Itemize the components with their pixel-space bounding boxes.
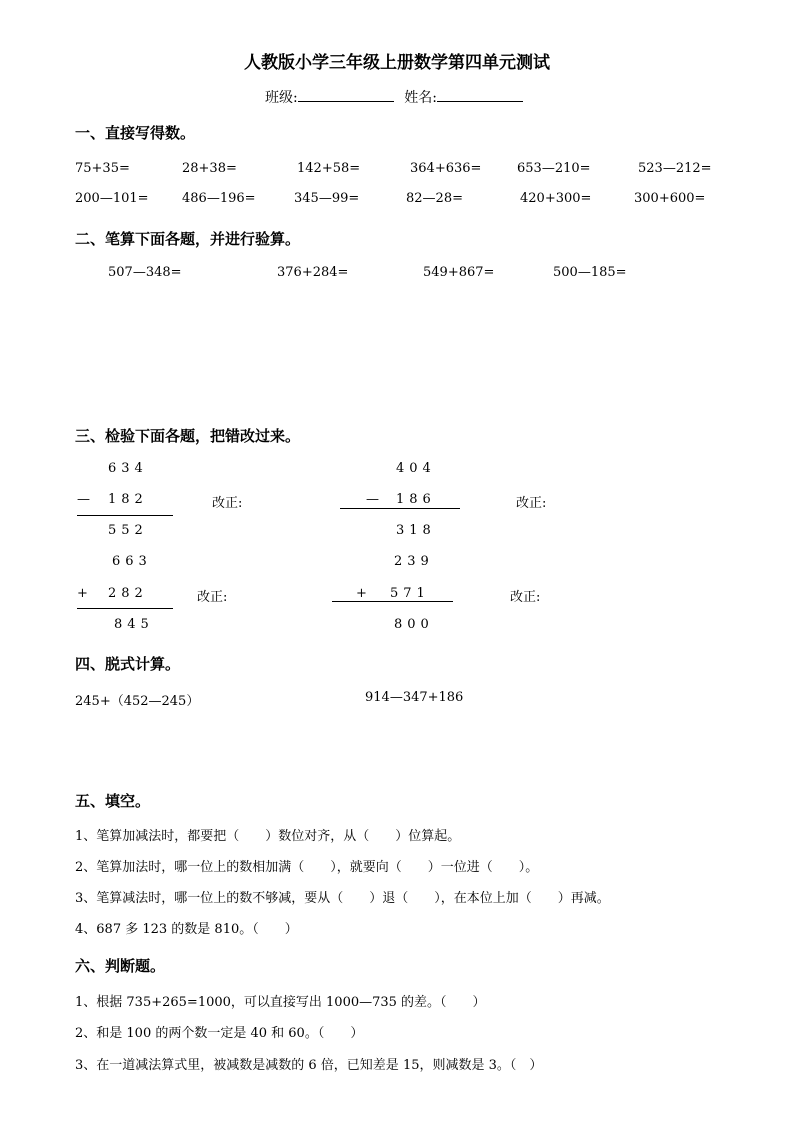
vertical-bottom-number: 282 bbox=[108, 586, 148, 601]
plus-sign: + bbox=[356, 586, 367, 601]
judge-question: 3、在一道减法算式里，被减数是减数的 6 倍，已知差是 15，则减数是 3。（ ） bbox=[75, 1058, 543, 1073]
problem: 200—101= bbox=[75, 191, 149, 206]
section-2-heading: 二、笔算下面各题，并进行验算。 bbox=[75, 230, 301, 248]
vertical-result: 318 bbox=[396, 523, 436, 538]
vertical-result: 800 bbox=[394, 617, 434, 632]
correction-label: 改正: bbox=[516, 496, 547, 511]
student-info bbox=[0, 87, 794, 107]
plus-sign: + bbox=[77, 586, 88, 601]
problem: 364+636= bbox=[410, 161, 482, 176]
vertical-bottom-number: 186 bbox=[396, 492, 436, 507]
class-label: 班级: bbox=[265, 90, 298, 106]
problem: 500—185= bbox=[553, 265, 627, 280]
problem: 28+38= bbox=[182, 161, 237, 176]
section-4-heading: 四、脱式计算。 bbox=[75, 655, 181, 673]
vertical-bottom-number: 571 bbox=[390, 586, 430, 601]
problem: 376+284= bbox=[277, 265, 349, 280]
fill-question: 1、笔算加减法时，都要把（ ）数位对齐，从（ ）位算起。 bbox=[75, 829, 461, 844]
problem: 507—348= bbox=[108, 265, 182, 280]
section-6-heading: 六、判断题。 bbox=[75, 957, 166, 975]
correction-label: 改正: bbox=[212, 496, 243, 511]
problem: 142+58= bbox=[297, 161, 361, 176]
vertical-result: 845 bbox=[114, 617, 154, 632]
section-5-heading: 五、填空。 bbox=[75, 792, 151, 810]
problem: 300+600= bbox=[634, 191, 706, 206]
problem: 245+（452—245） bbox=[75, 694, 200, 709]
calc-line bbox=[77, 515, 173, 516]
minus-sign: — bbox=[366, 492, 379, 507]
problem: 523—212= bbox=[638, 161, 712, 176]
section-1-heading: 一、直接写得数。 bbox=[75, 124, 196, 142]
fill-question: 3、笔算减法时，哪一位上的数不够减，要从（ ）退（ ），在本位上加（ ）再减。 bbox=[75, 891, 610, 906]
fill-question: 2、笔算加法时，哪一位上的数相加满（ ），就要向（ ）一位进（ ）。 bbox=[75, 860, 539, 875]
problem: 486—196= bbox=[182, 191, 256, 206]
vertical-top-number: 663 bbox=[112, 554, 152, 569]
vertical-top-number: 404 bbox=[396, 461, 436, 476]
judge-question: 2、和是 100 的两个数一定是 40 和 60。（ ） bbox=[75, 1026, 364, 1041]
calc-line bbox=[77, 608, 173, 609]
vertical-result: 552 bbox=[108, 523, 148, 538]
problem: 653—210= bbox=[517, 161, 591, 176]
problem: 82—28= bbox=[406, 191, 463, 206]
problem: 345—99= bbox=[294, 191, 360, 206]
section-3-heading: 三、检验下面各题，把错改过来。 bbox=[75, 427, 301, 445]
correction-label: 改正: bbox=[510, 590, 541, 605]
class-blank[interactable] bbox=[298, 89, 394, 102]
name-label: 姓名: bbox=[404, 90, 437, 106]
problem: 75+35= bbox=[75, 161, 130, 176]
minus-sign: — bbox=[77, 492, 90, 507]
name-blank[interactable] bbox=[437, 89, 523, 102]
vertical-bottom-number: 182 bbox=[108, 492, 148, 507]
correction-label: 改正: bbox=[197, 590, 228, 605]
problem: 420+300= bbox=[520, 191, 592, 206]
fill-question: 4、687 多 123 的数是 810。（ ） bbox=[75, 922, 298, 937]
calc-line bbox=[332, 601, 453, 602]
problem: 549+867= bbox=[423, 265, 495, 280]
vertical-top-number: 634 bbox=[108, 461, 148, 476]
problem: 914—347+186 bbox=[365, 690, 464, 705]
page-title: 人教版小学三年级上册数学第四单元测试 bbox=[244, 53, 550, 73]
vertical-top-number: 239 bbox=[394, 554, 434, 569]
judge-question: 1、根据 735+265=1000，可以直接写出 1000—735 的差。（ ） bbox=[75, 995, 486, 1010]
calc-line bbox=[340, 508, 460, 509]
